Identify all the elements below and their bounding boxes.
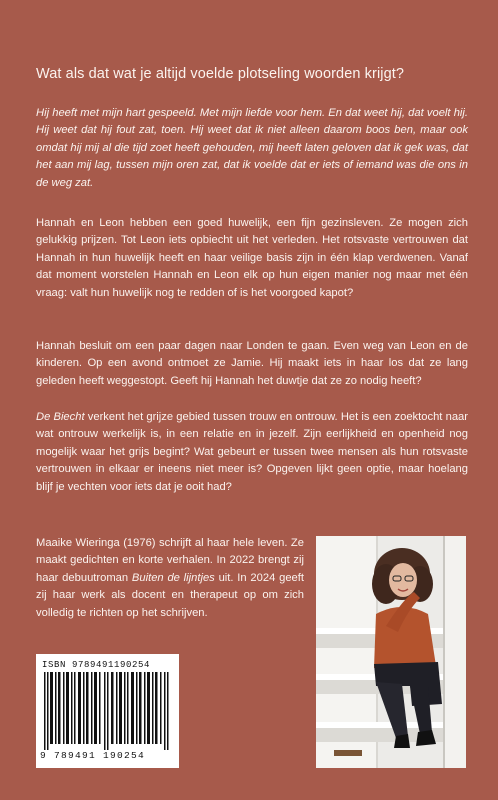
synopsis-paragraph-2: Hannah besluit om een paar dagen naar Londen te gaan. Even weg van Leon en de kinderen. Op een avond ontmoet ze Jamie. Hij maakt iets in haar los dat ze lang geleden heeft weggestopt. Geeft hij Hannah het duwtje dat ze zo nodig heeft? (36, 340, 468, 387)
author-bio (36, 535, 304, 622)
synopsis-paragraph-3 (36, 409, 468, 496)
book-title: De Biecht (36, 411, 85, 423)
headline: Wat als dat wat je altijd voelde plotseling woorden krijgt? (36, 66, 405, 82)
barcode-bars (44, 672, 171, 750)
author-photo (316, 536, 466, 768)
excerpt-quote: Hij heeft met mijn hart gespeeld. Met mijn liefde voor hem. En dat weet hij, dat voelt hij. Hij weet dat hij fout zat, toen. Hij weet dat ik niet alleen daarom boos ben, maar ook omdat hij mij al die tijd zoet heeft gehouden, mij heeft laten geloven dat ik gek was, dat het aan mij lag, tussen mijn oren zat, dat ik voelde dat er iets of iemand was die ons in de weg zat. (36, 107, 468, 189)
bio-text-start: Maaike Wieringa (1976) schrijft al haar hele leven. Ze maakt gedichten en korte verhalen. In 2022 brengt zij haar debuutroman (36, 537, 304, 584)
isbn-label: ISBN 9789491190254 (42, 660, 151, 670)
isbn-digits: 9 789491 190254 (40, 750, 146, 761)
bio-text-end: uit. In 2024 geeft zij haar werk als docent en therapeut op om zich volledig te richten op het schrijven. (36, 571, 304, 619)
paragraph-3-text: verkent het grijze gebied tussen trouw en ontrouw. Het is een zoektocht naar wat ontrouw werkelijk is, in een relatie en in jezelf. Zijn eerlijkheid en openheid nog mogelijk waar het grijs begint? Wat gebeurt er tussen twee mensen als hun rotsvaste vertrouwen in elkaar er ineens niet meer is? Opgeven lijkt geen optie, maar hoelang blijf je vechten voor iets dat je ooit had? (36, 411, 468, 493)
isbn-barcode (36, 654, 179, 768)
synopsis-paragraph-1: Hannah en Leon hebben een goed huwelijk, een fijn gezinsleven. Ze mogen zich gelukkig prijzen. Tot Leon iets opbiecht uit het verleden. Het rotsvaste vertrouwen dat Hannah in hun huwelijk heeft en haar veilige basis zijn in één klap verdwenen. Vanaf dat moment worstelen Hannah en Leon elk op hun eigen manier nog maar met één vraag: valt hun huwelijk nog te redden of is het voorgoed kapot? (36, 217, 468, 299)
author-photo-illustration (316, 536, 466, 768)
debut-title: Buiten de lijntjes (131, 571, 215, 584)
